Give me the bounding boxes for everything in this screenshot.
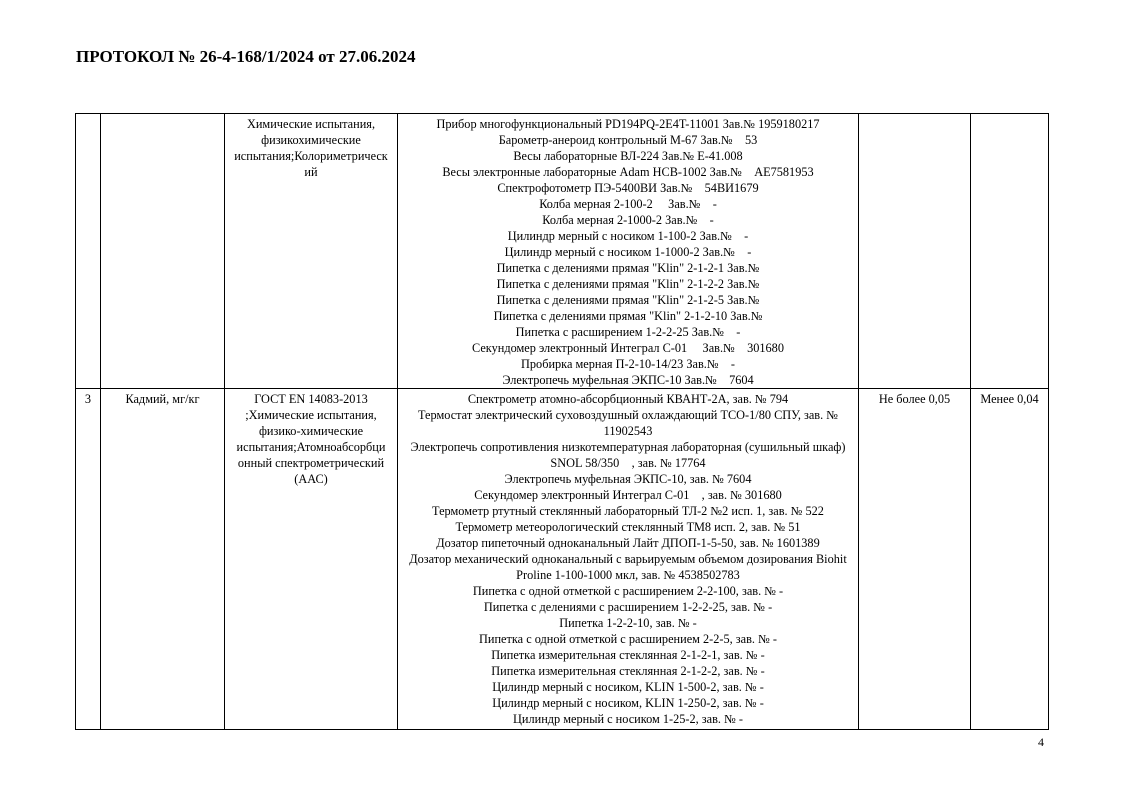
protocol-table (75, 113, 1049, 730)
equipment-item: Колба мерная 2-1000-2 Зав.№ - (542, 213, 714, 227)
equipment-cell (398, 114, 859, 389)
equipment-item: Пипетка измерительная стеклянная 2-1-2-2, зав. № - (491, 664, 765, 678)
norm-cell (859, 114, 971, 389)
norm-cell: Не более 0,05 (859, 389, 971, 730)
table-row (76, 389, 1049, 730)
equipment-item: Весы лабораторные ВЛ-224 Зав.№ Е-41.008 (513, 149, 743, 163)
equipment-item: Пипетка 1-2-2-10, зав. № - (559, 616, 697, 630)
equipment-item: Пробирка мерная П-2-10-14/23 Зав.№ - (521, 357, 735, 371)
equipment-item: Цилиндр мерный с носиком, KLIN 1-250-2, зав. № - (492, 696, 764, 710)
equipment-item: Цилиндр мерный с носиком, KLIN 1-500-2, зав. № - (492, 680, 764, 694)
method-cell: Химические испытания, физикохимические испытания;Колориметрическ ий (225, 114, 398, 389)
equipment-item: Пипетка с делениями с расширением 1-2-2-25, зав. № - (483, 600, 773, 614)
equipment-item: Электропечь муфельная ЭКПС-10 Зав.№ 7604 (502, 373, 754, 387)
equipment-item: Дозатор пипеточный одноканальный Лайт ДПОП-1-5-50, зав. № 1601389 (436, 536, 820, 550)
equipment-item: Пипетка с одной отметкой с расширением 2-2-5, зав. № - (479, 632, 777, 646)
equipment-item: Барометр-анероид контрольный М-67 Зав.№ 53 (498, 133, 758, 147)
equipment-item: Спектрофотометр ПЭ-5400ВИ Зав.№ 54ВИ1679 (497, 181, 759, 195)
table-row (76, 114, 1049, 389)
equipment-item: Термостат электрический суховоздушный охлаждающий ТСО-1/80 СПУ, зав. № 11902543 (418, 408, 842, 438)
row-number-cell (76, 114, 101, 389)
equipment-item: Электропечь сопротивления низкотемпературная лабораторная (сушильный шкаф) SNOL 58/350 , зав. № 17764 (410, 440, 849, 470)
equipment-item: Пипетка с одной отметкой с расширением 2-2-100, зав. № - (472, 584, 784, 598)
equipment-item: Пипетка измерительная стеклянная 2-1-2-1, зав. № - (491, 648, 765, 662)
equipment-item: Пипетка с расширением 1-2-2-25 Зав.№ - (515, 325, 741, 339)
equipment-item: Колба мерная 2-100-2 Зав.№ - (539, 197, 717, 211)
indicator-cell (101, 114, 225, 389)
equipment-item: Дозатор механический одноканальный с варьируемым объемом дозирования Biohit Proline 1-100-1000 мкл, зав. № 4538502783 (409, 552, 850, 582)
equipment-item: Прибор многофункциональный PD194PQ-2E4T-11001 Зав.№ 1959180217 (436, 117, 820, 131)
equipment-item: Спектрометр атомно-абсорбционный КВАНТ-2А, зав. № 794 (467, 392, 789, 406)
equipment-item: Электропечь муфельная ЭКПС-10, зав. № 7604 (504, 472, 752, 486)
equipment-item: Цилиндр мерный с носиком 1-1000-2 Зав.№ - (504, 245, 752, 259)
equipment-item: Пипетка с делениями прямая "Klin" 2-1-2-10 Зав.№ (493, 309, 763, 323)
equipment-item: Секундомер электронный Интеграл С-01 , зав. № 301680 (474, 488, 782, 502)
row-number-cell: 3 (76, 389, 101, 730)
protocol-title: ПРОТОКОЛ № 26-4-168/1/2024 от 27.06.2024 (76, 47, 416, 66)
indicator-cell: Кадмий, мг/кг (101, 389, 225, 730)
result-cell: Менее 0,04 (971, 389, 1049, 730)
equipment-item: Цилиндр мерный с носиком 1-25-2, зав. № - (513, 712, 743, 726)
result-cell (971, 114, 1049, 389)
equipment-item: Пипетка с делениями прямая "Klin" 2-1-2-5 Зав.№ (496, 293, 760, 307)
equipment-item: Весы электронные лабораторные Adam HCB-1002 Зав.№ AE7581953 (442, 165, 814, 179)
method-cell: ГОСТ EN 14083-2013 ;Химические испытания, физико-химические испытания;Атомноабсорбци онный спектрометрический (ААС) (225, 389, 398, 730)
equipment-item: Цилиндр мерный с носиком 1-100-2 Зав.№ - (507, 229, 749, 243)
equipment-item: Пипетка с делениями прямая "Klin" 2-1-2-2 Зав.№ (496, 277, 760, 291)
equipment-cell (398, 389, 859, 730)
page-number: 4 (1038, 735, 1044, 749)
equipment-item: Термометр метеорологический стеклянный ТМ8 исп. 2, зав. № 51 (455, 520, 801, 534)
equipment-item: Пипетка с делениями прямая "Klin" 2-1-2-1 Зав.№ (496, 261, 760, 275)
equipment-item: Термометр ртутный стеклянный лабораторный ТЛ-2 №2 исп. 1, зав. № 522 (432, 504, 824, 518)
equipment-item: Секундомер электронный Интеграл С-01 Зав.№ 301680 (472, 341, 784, 355)
